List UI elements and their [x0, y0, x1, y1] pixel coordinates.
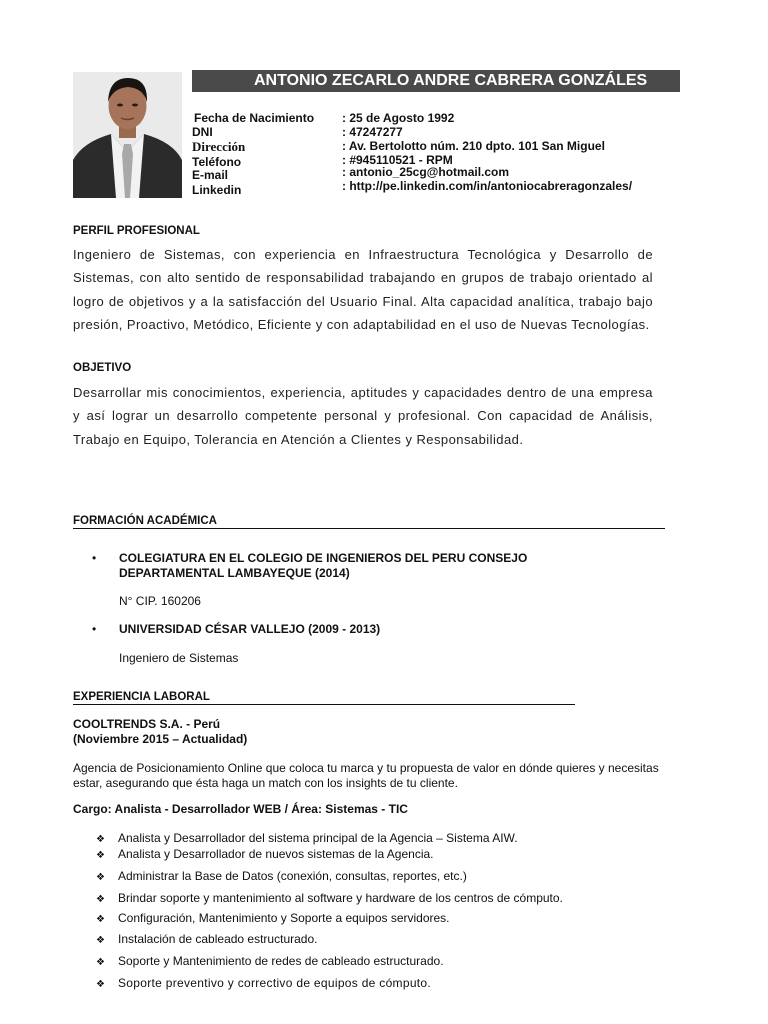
diamond-bullet-icon: ❖ [96, 872, 105, 883]
task-item: ❖ Analista y Desarrollador del sistema principal de la Agencia – Sistema AIW. [96, 831, 518, 845]
formacion-item-title: UNIVERSIDAD CÉSAR VALLEJO (2009 - 2013) [119, 622, 381, 636]
formacion-item-detail: N° CIP. 160206 [119, 594, 201, 608]
birthdate-value: : 25 de Agosto 1992 [342, 111, 455, 125]
candidate-name: ANTONIO ZECARLO ANDRE CABRERA GONZÁLES [192, 70, 680, 92]
task-item: ❖ Soporte y Mantenimiento de redes de cableado estructurado. [96, 954, 444, 968]
task-item: ❖ Instalación de cableado estructurado. [96, 932, 318, 946]
objetivo-text: Desarrollar mis conocimientos, experiencia, aptitudes y capacidades dentro de una empresa y así lograr un desarrollo competente personal y profesional. Con capacidad de Análisis, Trabajo en Equipo, Tolerancia en Atención a Clientes y Responsabilidad. [73, 385, 653, 447]
formacion-item-detail: Ingeniero de Sistemas [119, 651, 239, 665]
profile-photo [73, 72, 182, 198]
phone-label: Teléfono [192, 155, 242, 169]
experiencia-title: EXPERIENCIA LABORAL [73, 691, 575, 705]
email-label: E-mail [192, 168, 229, 182]
linkedin-label: Linkedin [192, 183, 242, 197]
bullet-icon: • [92, 622, 97, 636]
address-label: Dirección [192, 139, 246, 154]
dni-value: : 47247277 [342, 125, 403, 139]
company-description: Agencia de Posicionamiento Online que coloca tu marca y tu propuesta de valor en dónde quieres y necesitas estar, asegurando que ésta haga un match con los insights de tu cliente. [73, 761, 659, 790]
diamond-bullet-icon: ❖ [96, 957, 105, 968]
formacion-item-title: COLEGIATURA EN EL COLEGIO DE INGENIEROS DEL PERU CONSEJO DEPARTAMENTAL LAMBAYEQUE (2014) [119, 551, 528, 580]
diamond-bullet-icon: ❖ [96, 914, 105, 925]
birthdate-label: Fecha de Nacimiento [194, 111, 315, 125]
company-name: COOLTRENDS S.A. - Perú [73, 717, 221, 731]
diamond-bullet-icon: ❖ [96, 894, 105, 905]
phone-value: : #945110521 - RPM [342, 153, 453, 167]
diamond-bullet-icon: ❖ [96, 935, 105, 946]
linkedin-value[interactable]: : http://pe.linkedin.com/in/antoniocabreragonzales/ [342, 179, 633, 193]
perfil-text: Ingeniero de Sistemas, con experiencia en Infraestructura Tecnológica y Desarrollo de Sistemas, con alto sentido de responsabilidad trabajando en grupos de trabajo orientado al logro de objetivos y a la satisfacción del Usuario Final. Alta capacidad analítica, trabajo bajo presión, Proactivo, Metódico, Eficiente y con adaptabilidad en el uso de Nuevas Tecnologías. [73, 247, 653, 332]
company-period: (Noviembre 2015 – Actualidad) [73, 732, 248, 746]
task-item: ❖ Analista y Desarrollador de nuevos sistemas de la Agencia. [96, 847, 434, 861]
task-item: ❖ Administrar la Base de Datos (conexión, consultas, reportes, etc.) [96, 869, 467, 883]
diamond-bullet-icon: ❖ [96, 850, 105, 861]
diamond-bullet-icon: ❖ [96, 979, 106, 990]
task-item: ❖ Soporte preventivo y correctivo de equipos de cómputo. [96, 976, 432, 990]
formacion-title: FORMACIÓN ACADÉMICA [73, 515, 665, 529]
portrait-illustration [73, 72, 182, 198]
task-item: ❖ Configuración, Mantenimiento y Soporte a equipos servidores. [96, 911, 450, 925]
objetivo-title: OBJETIVO [73, 362, 132, 374]
bullet-icon: • [92, 551, 97, 565]
perfil-title: PERFIL PROFESIONAL [73, 225, 200, 237]
task-item: ❖ Brindar soporte y mantenimiento al software y hardware de los centros de cómputo. [96, 891, 563, 905]
dni-label: DNI [192, 125, 213, 139]
address-value: : Av. Bertolotto núm. 210 dpto. 101 San Miguel [342, 139, 605, 153]
cargo-line: Cargo: Analista - Desarrollador WEB / Área: Sistemas - TIC [73, 802, 408, 816]
email-value: : antonio_25cg@hotmail.com [342, 165, 510, 179]
diamond-bullet-icon: ❖ [96, 834, 105, 845]
